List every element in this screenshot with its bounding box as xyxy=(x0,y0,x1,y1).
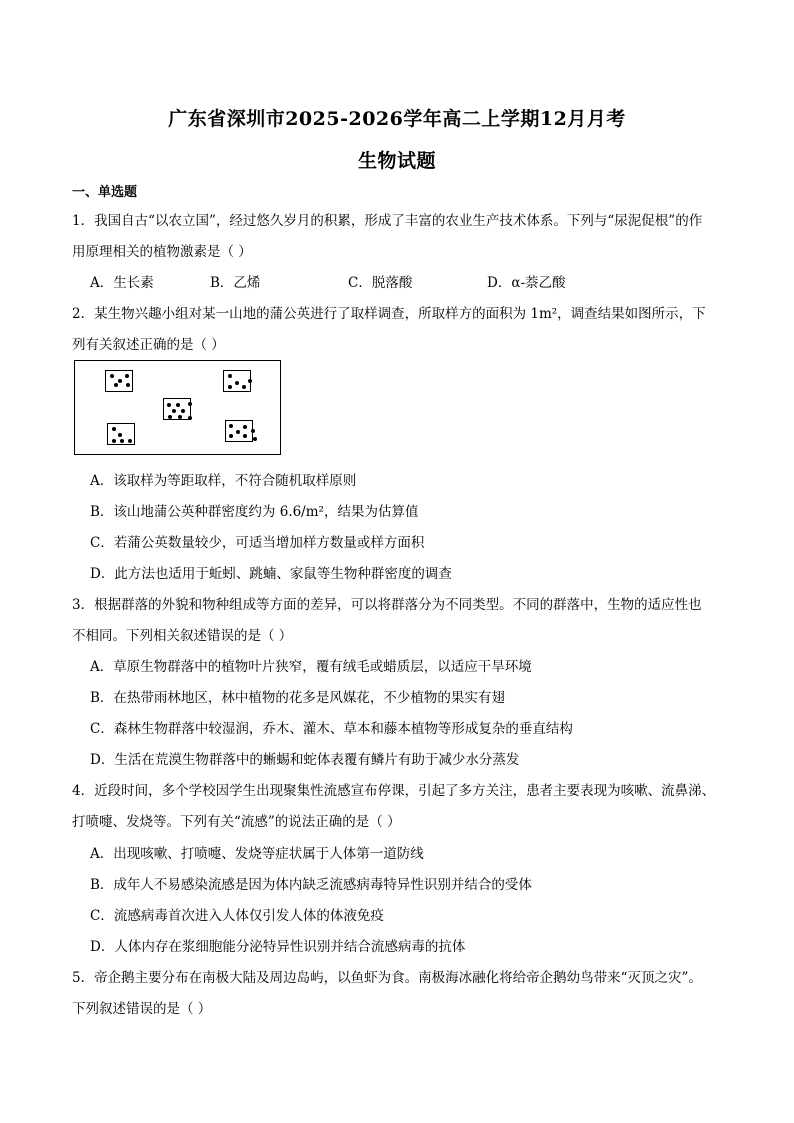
document-title: 广东省深圳市2025-2026学年高二上学期12月月考 xyxy=(168,108,626,130)
dandelion-dot xyxy=(118,379,122,383)
q4-option-d: D．人体内存在浆细胞能分泌特异性识别并结合流感病毒的抗体 xyxy=(90,939,466,955)
q2-option-d: D．此方法也适用于蚯蚓、跳蝻、家鼠等生物种群密度的调查 xyxy=(90,566,452,582)
quadrat-5 xyxy=(225,420,253,442)
q3-option-d: D．生活在荒漠生物群落中的蜥蜴和蛇体表覆有鳞片有助于减少水分蒸发 xyxy=(90,752,520,768)
q1-stem-line1: 1．我国自古“以农立国”，经过悠久岁月的积累，形成了丰富的农业生产技术体系。下列与“尿泥促根”的作 xyxy=(72,213,703,229)
dandelion-dot xyxy=(112,427,116,431)
q2-option-a: A．该取样为等距取样，不符合随机取样原则 xyxy=(90,473,357,489)
q4-stem-line2: 打喷嚏、发烧等。下列有关“流感”的说法正确的是（ ） xyxy=(72,814,401,830)
dandelion-dot xyxy=(176,403,180,407)
dandelion-dot xyxy=(118,433,122,437)
quadrat-1 xyxy=(105,370,133,392)
dandelion-dot xyxy=(248,379,252,383)
q4-option-c: C．流感病毒首次进入人体仅引发人体的体液免疫 xyxy=(90,908,384,924)
q3-stem-line1: 3．根据群落的外貌和物种组成等方面的差异，可以将群落分为不同类型。不同的群落中，生物的适应性也 xyxy=(72,597,702,613)
q1-stem-line2: 用原理相关的植物激素是（ ） xyxy=(72,244,252,260)
dandelion-dot xyxy=(128,439,132,443)
dandelion-dot xyxy=(188,416,192,420)
dandelion-dot xyxy=(253,437,257,441)
q1-option-b: B．乙烯 xyxy=(210,275,261,291)
q5-stem-line2: 下列叙述错误的是（ ） xyxy=(72,1001,212,1017)
dandelion-dot xyxy=(178,415,182,419)
dandelion-dot xyxy=(112,439,116,443)
dandelion-dot xyxy=(228,385,232,389)
dandelion-dot xyxy=(242,385,246,389)
dandelion-dot xyxy=(120,439,124,443)
quadrat-2 xyxy=(223,370,251,392)
quadrat-4 xyxy=(107,423,135,445)
q2-stem-line1: 2．某生物兴趣小组对某一山地的蒲公英进行了取样调查，所取样方的面积为 1m²，调查结果如图所示，下 xyxy=(72,306,706,322)
q2-option-c: C．若蒲公英数量较少，可适当增加样方数量或样方面积 xyxy=(90,535,425,551)
dandelion-dot xyxy=(243,425,247,429)
q3-option-a: A．草原生物群落中的植物叶片狭窄，覆有绒毛或蜡质层，以适应干旱环境 xyxy=(90,659,532,675)
q4-option-a: A．出现咳嗽、打喷嚏、发烧等症状属于人体第一道防线 xyxy=(90,846,424,862)
dandelion-dot xyxy=(243,434,247,438)
document-subtitle: 生物试题 xyxy=(357,150,436,172)
dandelion-dot xyxy=(168,415,172,419)
q4-stem-line1: 4．近段时间，多个学校因学生出现聚集性流感宣布停课，引起了多方关注，患者主要表现为咳嗽、流鼻涕、 xyxy=(72,783,716,799)
q3-option-b: B．在热带雨林地区，林中植物的花多是风媒花，不少植物的果实有翅 xyxy=(90,690,505,706)
q3-stem-line2: 不相同。下列相关叙述错误的是（ ） xyxy=(72,628,293,644)
dandelion-dot xyxy=(229,434,233,438)
q2-option-b: B．该山地蒲公英种群密度约为 6.6/m²，结果为估算值 xyxy=(90,504,419,520)
dandelion-dot xyxy=(125,374,129,378)
q5-stem-line1: 5．帝企鹅主要分布在南极大陆及周边岛屿，以鱼虾为食。南极海冰融化将给帝企鹅幼鸟带来“灭顶之灾”。 xyxy=(72,970,702,986)
q1-option-a: A．生长素 xyxy=(90,275,154,291)
dandelion-dot xyxy=(181,409,185,413)
q4-option-b: B．成年人不易感染流感是因为体内缺乏流感病毒特异性识别并结合的受体 xyxy=(90,877,532,893)
dandelion-dot xyxy=(228,374,232,378)
dandelion-dot xyxy=(126,383,130,387)
dandelion-dot xyxy=(167,403,171,407)
q1-option-d: D．α-萘乙酸 xyxy=(487,275,566,291)
dandelion-dot xyxy=(188,402,192,406)
dandelion-dot xyxy=(235,381,239,385)
q1-option-c: C．脱落酸 xyxy=(348,275,413,291)
quadrat-sampling-figure xyxy=(74,360,281,455)
q2-stem-line2: 列有关叙述正确的是（ ） xyxy=(72,337,225,353)
dandelion-dot xyxy=(251,429,255,433)
dandelion-dot xyxy=(114,383,118,387)
dandelion-dot xyxy=(110,374,114,378)
section-heading: 一、单选题 xyxy=(72,185,138,200)
q3-option-c: C．森林生物群落中较湿润，乔木、灌木、草本和藤本植物等形成复杂的垂直结构 xyxy=(90,721,573,737)
dandelion-dot xyxy=(172,409,176,413)
dandelion-dot xyxy=(229,424,233,428)
dandelion-dot xyxy=(236,430,240,434)
quadrat-3 xyxy=(163,398,191,420)
